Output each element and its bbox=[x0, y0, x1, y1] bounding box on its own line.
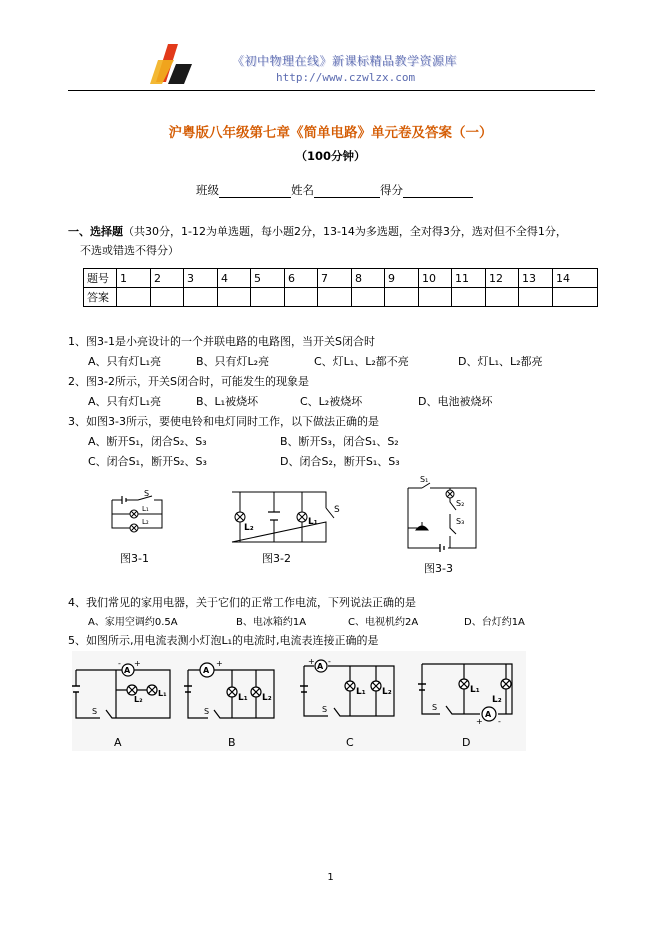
question-number: 1 bbox=[117, 269, 151, 288]
circuit-option-c[interactable] bbox=[300, 656, 410, 728]
q4-option-d[interactable]: D、台灯约1A bbox=[464, 617, 525, 628]
q1-option-d[interactable]: D、灯L₁、L₂都亮 bbox=[458, 355, 543, 368]
label-l1: L₁ bbox=[142, 505, 149, 513]
ammeter-minus: - bbox=[118, 659, 121, 668]
answer-cell[interactable] bbox=[519, 288, 553, 307]
question-number: 4 bbox=[218, 269, 251, 288]
figure-3-3-circuit bbox=[400, 472, 484, 556]
label-l1: L₁ bbox=[238, 693, 248, 703]
label-s3: S₃ bbox=[456, 517, 465, 526]
label-l2: L₂ bbox=[382, 687, 392, 697]
question-number: 3 bbox=[184, 269, 218, 288]
question-number: 2 bbox=[151, 269, 184, 288]
question-5-stem: 5、如图所示,用电流表测小灯泡L₁的电流时,电流表连接正确的是 bbox=[68, 634, 379, 647]
question-number: 9 bbox=[385, 269, 419, 288]
question-4-stem: 4、我们常见的家用电器，关于它们的正常工作电流，下列说法正确的是 bbox=[68, 596, 416, 609]
label-s: S bbox=[92, 707, 98, 716]
student-info bbox=[196, 182, 473, 198]
answer-cell[interactable] bbox=[452, 288, 486, 307]
q4-option-a[interactable]: A、家用空调约0.5A bbox=[88, 617, 178, 628]
figure-3-2-caption: 图3-2 bbox=[262, 552, 291, 565]
circuit-option-b[interactable] bbox=[184, 656, 290, 728]
header-url[interactable]: http://www.czwlzx.com bbox=[276, 71, 416, 84]
answer-cell[interactable] bbox=[151, 288, 184, 307]
circuit-option-a[interactable] bbox=[72, 656, 176, 728]
question-number: 10 bbox=[419, 269, 452, 288]
circuit-b-caption: B bbox=[228, 736, 236, 749]
answer-table-number-row bbox=[84, 269, 598, 288]
question-number: 8 bbox=[352, 269, 385, 288]
figure-3-3-caption: 图3-3 bbox=[424, 562, 453, 575]
answer-cell[interactable] bbox=[285, 288, 318, 307]
figure-3-1-circuit bbox=[108, 488, 166, 534]
q3-option-d[interactable]: D、闭合S₂，断开S₁、S₃ bbox=[280, 455, 400, 468]
label-l1: L₁ bbox=[308, 517, 318, 527]
question-number: 14 bbox=[553, 269, 598, 288]
score-field[interactable] bbox=[403, 183, 473, 198]
label-s: S bbox=[144, 489, 150, 498]
label-l2: L₂ bbox=[244, 523, 254, 533]
ammeter-minus: - bbox=[498, 717, 501, 726]
logo bbox=[148, 42, 196, 86]
answer-cell[interactable] bbox=[486, 288, 519, 307]
ammeter-label: A bbox=[203, 666, 210, 675]
answer-cell[interactable] bbox=[419, 288, 452, 307]
label-l2: L₂ bbox=[262, 693, 272, 703]
label-s: S bbox=[334, 505, 340, 515]
section-heading: 一、选择题 bbox=[68, 225, 123, 238]
q4-option-b[interactable]: B、电冰箱约1A bbox=[236, 617, 307, 628]
answer-cell[interactable] bbox=[318, 288, 352, 307]
q3-option-a[interactable]: A、断开S₁，闭合S₂、S₃ bbox=[88, 435, 207, 448]
ammeter-label: A bbox=[124, 666, 131, 675]
answer-cell[interactable] bbox=[553, 288, 598, 307]
circuit-a-caption: A bbox=[114, 736, 122, 749]
name-label: 姓名 bbox=[291, 183, 314, 197]
q2-option-a[interactable]: A、只有灯L₁亮 bbox=[88, 395, 162, 408]
exam-duration: （100分钟） bbox=[295, 149, 366, 163]
question-number: 11 bbox=[452, 269, 486, 288]
circuit-option-d[interactable] bbox=[418, 656, 526, 728]
name-field[interactable] bbox=[314, 183, 380, 198]
answer-cell[interactable] bbox=[184, 288, 218, 307]
row-label: 答案 bbox=[84, 288, 117, 307]
score-label: 得分 bbox=[380, 183, 403, 197]
ammeter-minus: - bbox=[328, 657, 331, 666]
ammeter-plus: + bbox=[134, 659, 141, 668]
q4-option-c[interactable]: C、电视机约2A bbox=[348, 617, 419, 628]
q2-option-c[interactable]: C、L₂被烧坏 bbox=[300, 395, 363, 408]
question-1-stem: 1、图3-1是小亮设计的一个并联电路的电路图，当开关S闭合时 bbox=[68, 335, 375, 348]
label-s: S bbox=[322, 705, 328, 714]
q1-option-c[interactable]: C、灯L₁、L₂都不亮 bbox=[314, 355, 409, 368]
answer-cell[interactable] bbox=[385, 288, 419, 307]
class-label: 班级 bbox=[196, 183, 219, 197]
ammeter-label: A bbox=[317, 662, 324, 671]
class-field[interactable] bbox=[219, 183, 291, 198]
answer-cell[interactable] bbox=[218, 288, 251, 307]
label-l2: L₂ bbox=[492, 695, 502, 705]
page-title: 沪粤版八年级第七章《简单电路》单元卷及答案（一） bbox=[168, 125, 493, 141]
answer-cell[interactable] bbox=[117, 288, 151, 307]
q3-option-c[interactable]: C、闭合S₁，断开S₂、S₃ bbox=[88, 455, 207, 468]
label-s1: S₁ bbox=[420, 475, 429, 484]
question-number: 5 bbox=[251, 269, 285, 288]
ammeter-plus: + bbox=[476, 717, 483, 726]
ammeter-plus: + bbox=[308, 657, 315, 666]
section-1-instructions bbox=[68, 222, 598, 260]
section-desc: （共30分，1-12为单选题，每小题2分，13-14为多选题，全对得3分，选对但不全得1分， bbox=[123, 225, 567, 238]
label-l2: L₂ bbox=[142, 518, 149, 526]
circuit-d-caption: D bbox=[462, 736, 471, 749]
question-2-stem: 2、图3-2所示，开关S闭合时，可能发生的现象是 bbox=[68, 375, 309, 388]
q2-option-b[interactable]: B、L₁被烧坏 bbox=[196, 395, 259, 408]
label-s: S bbox=[204, 707, 210, 716]
ammeter-label: A bbox=[485, 710, 492, 719]
label-l2: L₂ bbox=[134, 695, 143, 704]
q1-option-a[interactable]: A、只有灯L₁亮 bbox=[88, 355, 162, 368]
header-title: 《初中物理在线》新课标精品教学资源库 bbox=[232, 54, 458, 68]
page-number: 1 bbox=[327, 872, 334, 883]
ammeter-plus: + bbox=[216, 659, 223, 668]
label-s: S bbox=[432, 703, 438, 712]
q3-option-b[interactable]: B、断开S₃，闭合S₁、S₂ bbox=[280, 435, 399, 448]
header-divider bbox=[68, 90, 595, 91]
question-number: 6 bbox=[285, 269, 318, 288]
label-l1: L₁ bbox=[158, 689, 167, 698]
question-number: 13 bbox=[519, 269, 553, 288]
row-label: 题号 bbox=[84, 269, 117, 288]
question-3-stem: 3、如图3-3所示，要使电铃和电灯同时工作，以下做法正确的是 bbox=[68, 415, 379, 428]
label-l1: L₁ bbox=[356, 687, 366, 697]
answer-cell[interactable] bbox=[352, 288, 385, 307]
q1-option-b[interactable]: B、只有灯L₂亮 bbox=[196, 355, 270, 368]
section-desc-cont: 不选或错选不得分） bbox=[80, 244, 179, 257]
answer-table bbox=[83, 268, 598, 307]
question-number: 12 bbox=[486, 269, 519, 288]
question-number: 7 bbox=[318, 269, 352, 288]
answer-cell[interactable] bbox=[251, 288, 285, 307]
label-l1: L₁ bbox=[470, 685, 480, 695]
label-s2: S₂ bbox=[456, 499, 465, 508]
q2-option-d[interactable]: D、电池被烧坏 bbox=[418, 395, 493, 408]
circuit-c-caption: C bbox=[346, 736, 354, 749]
answer-table-answer-row bbox=[84, 288, 598, 307]
figure-3-2-circuit bbox=[218, 488, 346, 546]
figure-3-1-caption: 图3-1 bbox=[120, 552, 149, 565]
